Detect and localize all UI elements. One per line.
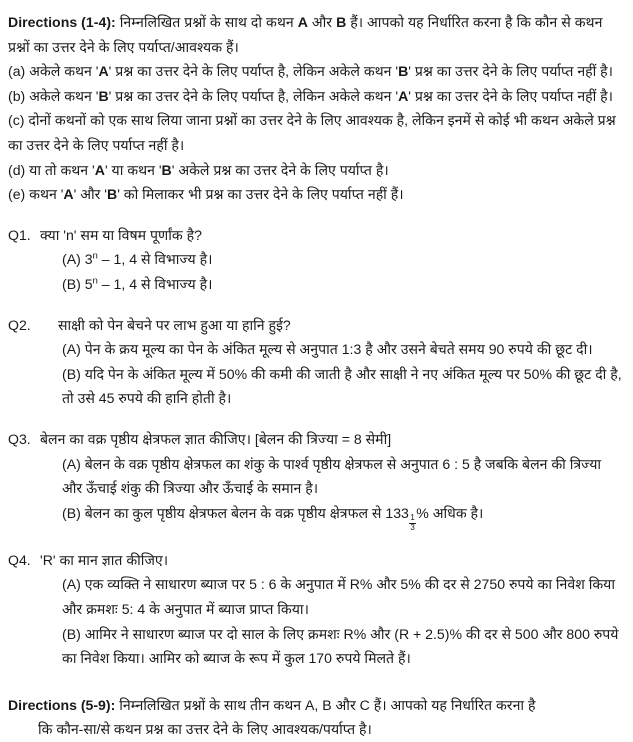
directions-option-a-text3: ' प्रश्न का उत्तर देने के लिए पर्याप्त नहीं है। xyxy=(408,63,614,80)
directions-1-4-intro-part3: हैं। आपको यह निर्धारित करना है कि कौन से कथन प्रश्नों का उत्तर देने के लिए पर्याप्त/आवश्यक हैं। xyxy=(8,14,603,55)
statement-q2-a-pre: (A) पेन के क्रय मूल्य का पेन के अंकित मूल्य से अनुपात 1:3 है और उसने बेचते समय 90 रुपये की छूट दी। xyxy=(62,341,593,358)
directions-option-e-text1: (e) कथन ' xyxy=(8,186,64,203)
directions-option-c-text1: (c) दोनों कथनों को एक साथ लिया जाना प्रश्नों का उत्तर देने के लिए आवश्यक है, लेकिन इनमें से कोई भी कथन अकेले प्रश्न का उत्तर देने के लिए पर्याप्त नहीं है। xyxy=(8,112,616,153)
statement-q1-b-pre: (B) 5 xyxy=(62,275,93,292)
question-number-q4: Q4. xyxy=(8,551,31,568)
directions-1-4-statement-b: B xyxy=(336,14,347,30)
directions-5-9-line1 xyxy=(8,693,625,718)
statement-q2-a xyxy=(40,337,625,362)
directions-option-e-text2: ' और ' xyxy=(73,186,107,203)
statement-q1-b-sup: n xyxy=(92,275,98,287)
question-number-q3: Q3. xyxy=(8,430,31,447)
directions-option-b-text2: ' प्रश्न का उत्तर देने के लिए पर्याप्त है, लेकिन अकेले कथन ' xyxy=(108,87,399,104)
directions-option-a-text1: (a) अकेले कथन ' xyxy=(8,63,99,80)
directions-option-b-bold1: B xyxy=(98,87,109,104)
directions-option-a-text2: ' प्रश्न का उत्तर देने के लिए पर्याप्त है, लेकिन अकेले कथन ' xyxy=(108,63,399,80)
directions-option-b-text1: (b) अकेले कथन ' xyxy=(8,87,99,104)
directions-option-a xyxy=(8,59,625,84)
fraction-denominator: 3 xyxy=(410,522,415,532)
directions-1-4-statement-a: A xyxy=(297,14,308,30)
statement-q2-b xyxy=(40,362,625,411)
directions-option-e-bold1: A xyxy=(63,186,74,203)
directions-5-9-label: Directions (5-9): xyxy=(8,696,116,713)
statement-q1-a xyxy=(40,247,625,272)
statement-q1-a-sup: n xyxy=(92,250,98,262)
directions-option-a-bold2: B xyxy=(398,63,409,80)
directions-5-9-line2: कि कौन-सा/से कथन प्रश्न का उत्तर देने के लिए आवश्यक/पर्याप्त है। xyxy=(38,721,372,738)
statement-q4-b-pre: (B) आमिर ने साधारण ब्याज पर दो साल के लिए क्रमशः R% और (R + 2.5)% की दर से 500 और 800 रुपये का निवेश किया। आमिर को ब्याज के रूप में कुल 170 रुपये मिलते हैं। xyxy=(62,625,619,667)
statement-q4-a xyxy=(40,572,625,621)
block-spacer-1 xyxy=(8,207,625,223)
directions-option-b-text3: ' प्रश्न का उत्तर देने के लिए पर्याप्त नहीं है। xyxy=(408,87,614,104)
directions-option-d-bold1: A xyxy=(94,161,105,178)
question-number-q2: Q2. xyxy=(8,316,31,333)
directions-1-4-intro-part1: निम्नलिखित प्रश्नों के साथ दो कथन xyxy=(119,14,298,30)
statement-q1-b xyxy=(40,272,625,297)
block-spacer-4 xyxy=(8,532,625,548)
directions-option-b-bold2: A xyxy=(398,87,409,104)
directions-option-a-bold1: A xyxy=(98,63,109,80)
directions-option-d-text2: ' या कथन ' xyxy=(104,161,162,178)
directions-option-d-text3: ' अकेले प्रश्न का उत्तर देने के लिए पर्याप्त है। xyxy=(171,161,389,178)
question-body-q3 xyxy=(40,427,625,532)
directions-5-9-block xyxy=(8,693,625,742)
question-block-q3 xyxy=(8,427,625,532)
question-stem-q1: क्या 'n' सम या विषम पूर्णांक है? xyxy=(40,226,202,243)
directions-option-d-bold2: B xyxy=(161,161,172,178)
directions-option-e xyxy=(8,182,625,207)
directions-option-c xyxy=(8,108,625,157)
block-spacer-3 xyxy=(8,411,625,427)
directions-option-e-bold2: B xyxy=(107,186,118,203)
question-stem-q4: 'R' का मान ज्ञात कीजिए। xyxy=(40,551,169,568)
question-body-q1 xyxy=(40,223,625,297)
statement-q3-b-pre: (B) बेलन का कुल पृष्ठीय क्षेत्रफल बेलन के वक्र पृष्ठीय क्षेत्रफल से 133 xyxy=(62,504,409,521)
statement-q1-a-post: – 1, 4 से विभाज्य है। xyxy=(97,251,213,268)
directions-option-d xyxy=(8,158,625,183)
directions-option-b xyxy=(8,84,625,109)
question-block-q1 xyxy=(8,223,625,297)
statement-q4-a-pre: (A) एक व्यक्ति ने साधारण ब्याज पर 5 : 6 के अनुपात में R% और 5% की दर से 2750 रुपये का निवेश किया और क्रमशः 5: 4 के अनुपात में ब्याज प्राप्त किया। xyxy=(62,576,616,618)
block-spacer-5 xyxy=(8,671,625,693)
fraction-numerator: 1 xyxy=(410,513,415,523)
mixed-fraction-one-third xyxy=(409,514,415,531)
statement-q4-b xyxy=(40,622,625,671)
directions-1-4-block xyxy=(8,10,625,207)
directions-option-d-text1: (d) या तो कथन ' xyxy=(8,161,95,178)
directions-1-4-intro-part2: और xyxy=(307,14,337,30)
question-body-q4 xyxy=(40,548,625,671)
statement-q1-a-pre: (A) 3 xyxy=(62,251,93,268)
directions-option-e-text3: ' को मिलाकर भी प्रश्न का उत्तर देने के लिए पर्याप्त नहीं हैं। xyxy=(117,186,404,203)
question-block-q4 xyxy=(8,548,625,671)
question-stem-q2: साक्षी को पेन बेचने पर लाभ हुआ या हानि हुई? xyxy=(58,316,291,333)
block-spacer-2 xyxy=(8,297,625,313)
statement-q3-b xyxy=(40,501,625,532)
statement-q3-b-post: % अधिक है। xyxy=(416,504,484,521)
directions-1-4-intro xyxy=(8,10,625,59)
question-block-q2 xyxy=(8,313,625,411)
statement-q3-a-pre: (A) बेलन के वक्र पृष्ठीय क्षेत्रफल का शंकु के पार्श्व पृष्ठीय क्षेत्रफल से अनुपात 6 : 5 है जबकि बेलन की त्रिज्या और ऊँचाई शंकु की त्रिज्या और ऊँचाई के समान है। xyxy=(62,455,602,497)
statement-q2-b-pre: (B) यदि पेन के अंकित मूल्य में 50% की कमी की जाती है और साक्षी ने नए अंकित मूल्य पर 50% की छूट दी है, तो उसे 45 रुपये की हानि होती है। xyxy=(62,365,622,407)
statement-q3-a xyxy=(40,452,625,501)
directions-1-4-label: Directions (1-4): xyxy=(8,14,116,30)
question-stem-q3: बेलन का वक्र पृष्ठीय क्षेत्रफल ज्ञात कीजिए। [बेलन की त्रिज्या = 8 सेमी] xyxy=(40,430,392,447)
question-number-q1: Q1. xyxy=(8,226,31,243)
statement-q1-b-post: – 1, 4 से विभाज्य है। xyxy=(97,275,213,292)
question-body-q2 xyxy=(40,313,625,411)
directions-5-9-line1-text: निम्नलिखित प्रश्नों के साथ तीन कथन A, B और C हैं। आपको यह निर्धारित करना है xyxy=(119,696,536,713)
